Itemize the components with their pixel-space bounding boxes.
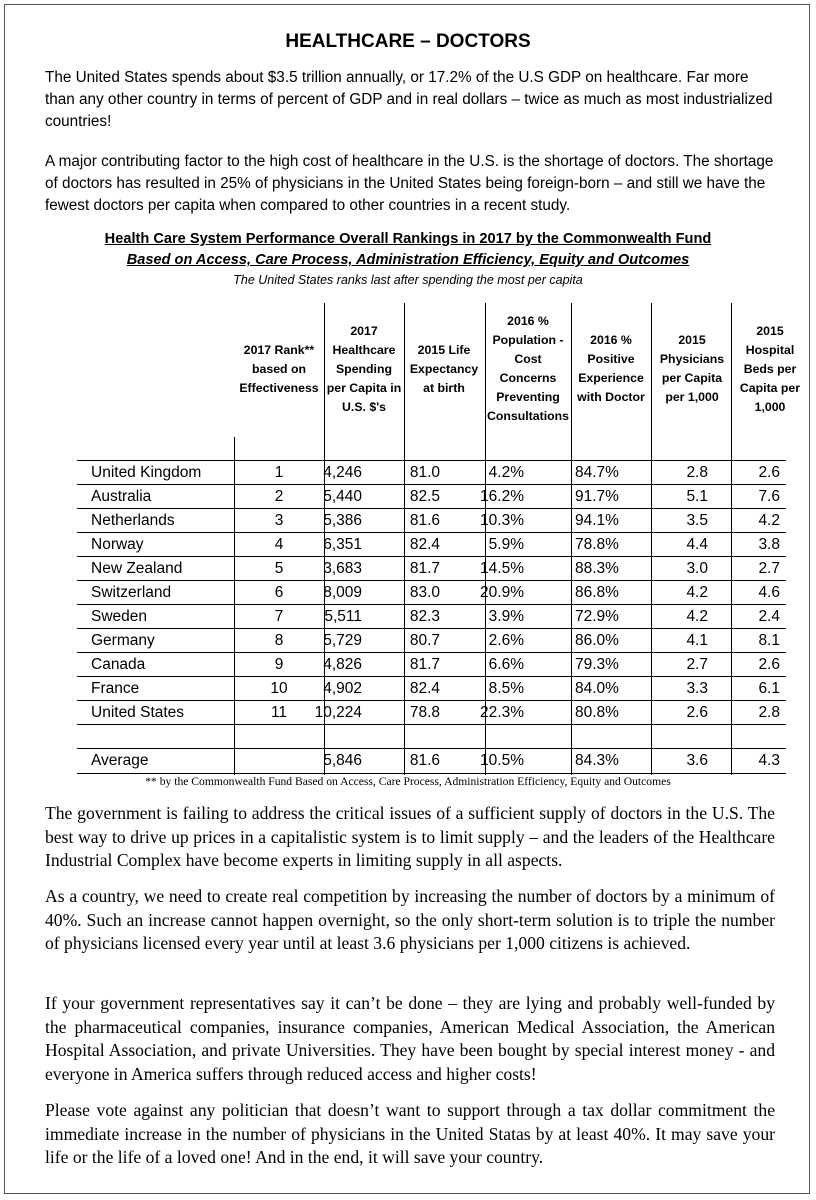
cell-positive-experience: 79.3%: [575, 656, 619, 673]
cell-cost-concerns: 20.9%: [480, 584, 524, 601]
table-row: [77, 605, 786, 629]
cell-spending: 6,351: [323, 536, 362, 553]
body-paragraph-3: If your government representatives say it can’t be done – they are lying and probably well-funded by the pharmaceutical companies, insurance companies, American Medical Association, the American Hospital Association, and private Universities. They have been bought by special interest money - and everyone in America suffers through reduced access and higher costs!: [45, 993, 775, 1084]
cell-hospital-beds: 6.1: [758, 680, 780, 697]
cell-cost-concerns: 4.2%: [488, 464, 524, 481]
cell-physicians: 5.1: [686, 488, 708, 505]
cell-country: Canada: [91, 656, 146, 673]
cell-hospital-beds: 4.2: [758, 512, 780, 529]
cell-spending: 3,683: [323, 560, 362, 577]
cell-life-expectancy: 78.8: [409, 704, 440, 721]
cell-cost-concerns: 10.3%: [480, 512, 524, 529]
row-divider: [77, 773, 786, 774]
cell-physicians: 2.6: [686, 704, 708, 721]
cell-physicians: 4.1: [686, 632, 708, 649]
cell-country: Netherlands: [91, 512, 175, 529]
cell-country: New Zealand: [91, 560, 183, 577]
cell-cost-concerns: 14.5%: [480, 560, 524, 577]
cell-hospital-beds: 4.6: [758, 584, 780, 601]
cell-spending: 4,902: [323, 680, 362, 697]
cell-rank: 6: [274, 584, 284, 601]
cell-spending: 5,729: [323, 632, 362, 649]
cell-country: Australia: [91, 488, 152, 505]
table-row: [77, 701, 786, 725]
cell-rank: 11: [270, 704, 288, 721]
cell-spending: 5,846: [323, 752, 362, 769]
intro-paragraph-2: A major contributing factor to the high cost of healthcare in the U.S. is the shortage of doctors. The shortage of doctors has resulted in 25% of physicians in the United States being foreign-born – and still we have the fewest doctors per capita when compared to other countries in a recent study.: [45, 153, 774, 214]
cell-rank: 8: [274, 632, 284, 649]
cell-positive-experience: 88.3%: [575, 560, 619, 577]
cell-hospital-beds: 8.1: [758, 632, 780, 649]
header-physicians: 2015 Physicians per Capita per 1,000: [659, 333, 725, 404]
table-title: Health Care System Performance Overall Rankings in 2017 by the Commonwealth Fund: [104, 231, 712, 247]
cell-positive-experience: 91.7%: [575, 488, 619, 505]
table-row: [77, 485, 786, 509]
cell-life-expectancy: 82.4: [409, 536, 440, 553]
cell-rank: 9: [274, 656, 284, 673]
cell-physicians: 3.6: [686, 752, 708, 769]
cell-life-expectancy: 81.6: [409, 512, 440, 529]
cell-positive-experience: 86.0%: [575, 632, 619, 649]
body-paragraph-4: Please vote against any politician that doesn’t want to support through a tax dollar commitment the immediate increase in the number of physicians in the United Statas by at least 40%. It may save your life or the life of a loved one! And in the end, it will save your country.: [45, 1100, 775, 1167]
cell-spending: 8,009: [323, 584, 362, 601]
header-hospital-beds: 2015 Hospital Beds per Capita per 1,000: [739, 323, 801, 414]
table-row: [77, 677, 786, 701]
table-row: [77, 581, 786, 605]
cell-cost-concerns: 8.5%: [488, 680, 524, 697]
page-title: HEALTHCARE – DOCTORS: [285, 31, 531, 52]
cell-country: France: [91, 680, 140, 697]
cell-life-expectancy: 81.6: [409, 752, 440, 769]
cell-cost-concerns: 6.6%: [488, 656, 524, 673]
table-note: The United States ranks last after spending the most per capita: [233, 273, 583, 287]
cell-cost-concerns: 16.2%: [480, 488, 524, 505]
cell-positive-experience: 80.8%: [575, 704, 619, 721]
cell-hospital-beds: 2.6: [758, 656, 780, 673]
cell-life-expectancy: 81.7: [409, 560, 440, 577]
cell-life-expectancy: 82.5: [409, 488, 440, 505]
table-row: [77, 509, 786, 533]
cell-positive-experience: 84.7%: [575, 464, 619, 481]
table-row: [77, 557, 786, 581]
header-positive-experience: 2016 % Positive Experience with Doctor: [577, 333, 645, 404]
cell-positive-experience: 86.8%: [575, 584, 619, 601]
cell-spending: 5,440: [323, 488, 362, 505]
table-row-average: [77, 749, 786, 773]
cell-positive-experience: 94.1%: [575, 512, 619, 529]
cell-hospital-beds: 3.8: [758, 536, 780, 553]
header-cost-concerns: 2016 % Population - Cost Concerns Preventing Consultations: [487, 314, 569, 423]
cell-cost-concerns: 2.6%: [488, 632, 524, 649]
cell-positive-experience: 78.8%: [575, 536, 619, 553]
intro-paragraph-1: The United States spends about $3.5 trillion annually, or 17.2% of the U.S GDP on healthcare. Far more than any other country in terms of percent of GDP and in real dollars – twice as much as most industrialized countries!: [45, 69, 773, 130]
cell-hospital-beds: 2.6: [758, 464, 780, 481]
cell-hospital-beds: 7.6: [758, 488, 780, 505]
table-footnote: ** by the Commonwealth Fund Based on Access, Care Process, Administration Efficiency, Equity and Outcomes: [145, 775, 671, 788]
cell-positive-experience: 72.9%: [575, 608, 619, 625]
cell-country: United Kingdom: [91, 464, 202, 481]
cell-country: Sweden: [91, 608, 148, 625]
cell-physicians: 4.2: [686, 608, 708, 625]
cell-physicians: 4.2: [686, 584, 708, 601]
cell-country: Germany: [91, 632, 155, 649]
table-row: [77, 461, 786, 485]
cell-hospital-beds: 2.4: [758, 608, 780, 625]
cell-physicians: 3.3: [686, 680, 708, 697]
body-paragraph-2: As a country, we need to create real competition by increasing the number of doctors by a minimum of 40%. Such an increase cannot happen overnight, so the only short-term solution is to triple the number of physicians licensed every year until at least 3.6 physicians per 1,000 citizens is achieved.: [45, 886, 775, 953]
cell-rank: 1: [274, 464, 284, 481]
cell-life-expectancy: 80.7: [409, 632, 440, 649]
cell-country: United States: [91, 704, 185, 721]
cell-spending: 4,246: [323, 464, 362, 481]
cell-cost-concerns: 5.9%: [488, 536, 524, 553]
header-life-expectancy: 2015 Life Expectancy at birth: [409, 342, 479, 395]
cell-spending: 4,826: [323, 656, 362, 673]
cell-physicians: 3.0: [686, 560, 708, 577]
cell-spending: 5,386: [323, 512, 362, 529]
table-row: [77, 653, 786, 677]
cell-rank: 3: [274, 512, 284, 529]
cell-rank: 5: [274, 560, 284, 577]
cell-positive-experience: 84.3%: [575, 752, 619, 769]
cell-country: Norway: [91, 536, 144, 553]
cell-positive-experience: 84.0%: [575, 680, 619, 697]
cell-physicians: 3.5: [686, 512, 708, 529]
cell-life-expectancy: 82.3: [409, 608, 440, 625]
cell-life-expectancy: 81.0: [409, 464, 440, 481]
cell-hospital-beds: 2.8: [758, 704, 780, 721]
cell-cost-concerns: 10.5%: [480, 752, 524, 769]
cell-rank: 7: [274, 608, 284, 625]
cell-hospital-beds: 2.7: [758, 560, 780, 577]
table-subtitle: Based on Access, Care Process, Administration Efficiency, Equity and Outcomes: [126, 252, 690, 268]
cell-physicians: 2.7: [686, 656, 708, 673]
cell-rank: 4: [274, 536, 284, 553]
cell-physicians: 2.8: [686, 464, 708, 481]
table-row: [77, 629, 786, 653]
cell-life-expectancy: 82.4: [409, 680, 440, 697]
cell-cost-concerns: 22.3%: [480, 704, 524, 721]
body-paragraph-1: The government is failing to address the critical issues of a sufficient supply of doctors in the U.S. The best way to drive up prices in a capitalistic system is to limit supply – and the leaders of the Healthcare Industrial Complex have become experts in limiting supply in all aspects.: [45, 803, 775, 870]
cell-life-expectancy: 81.7: [409, 656, 440, 673]
cell-physicians: 4.4: [686, 536, 708, 553]
header-spending: 2017 Healthcare Spending per Capita in U.S. $'s: [326, 323, 402, 414]
table-row: [77, 533, 786, 557]
cell-life-expectancy: 83.0: [409, 584, 440, 601]
cell-spending: 5,511: [324, 608, 362, 625]
header-rank: 2017 Rank** based on Effectiveness: [239, 342, 319, 395]
cell-cost-concerns: 3.9%: [488, 608, 524, 625]
document-page: [4, 4, 810, 1194]
cell-country: Switzerland: [91, 584, 172, 601]
cell-rank: 2: [274, 488, 284, 505]
cell-hospital-beds: 4.3: [758, 752, 780, 769]
cell-rank: 10: [270, 680, 288, 697]
cell-spending: 10,224: [314, 704, 362, 721]
cell-average-label: Average: [91, 752, 149, 769]
